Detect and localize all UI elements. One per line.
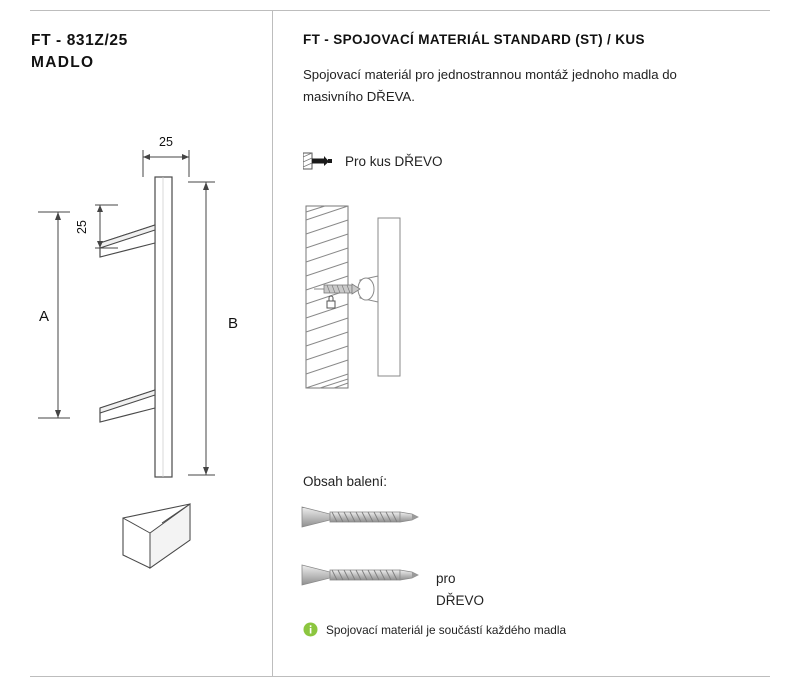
- wall-anchor-icon: [303, 152, 333, 170]
- left-column: [0, 10, 272, 677]
- product-code: FT - 831Z/25: [31, 32, 128, 49]
- pro-kus-label: Pro kus DŘEVO: [345, 153, 443, 169]
- note-text: Spojovací materiál je součástí každého madla: [326, 622, 566, 637]
- section-title: FT - SPOJOVACÍ MATERIÁL STANDARD (ST) / KUS: [303, 32, 645, 47]
- dim-a: A: [38, 308, 50, 325]
- info-icon: [303, 622, 318, 637]
- screw-usage-text: [436, 568, 484, 612]
- screw-usage-line1: pro: [436, 571, 456, 586]
- product-name: MADLO: [31, 54, 95, 71]
- dim-width-25: 25: [159, 135, 173, 149]
- mounting-diagram: [300, 200, 520, 400]
- note-row: [303, 622, 566, 637]
- pro-kus-row: [303, 152, 443, 170]
- right-column: [272, 10, 800, 677]
- dim-offset-25: 25: [75, 220, 89, 234]
- dim-b: B: [227, 315, 239, 332]
- screw-icon: [300, 558, 430, 592]
- screw-icon: [300, 500, 430, 534]
- screw-usage-line2: DŘEVO: [436, 593, 485, 608]
- handle-drawing-svg: [0, 10, 272, 677]
- handle-technical-drawing: [0, 10, 272, 677]
- section-description: Spojovací materiál pro jednostrannou montáž jednoho madla do masivního DŘEVA.: [303, 67, 677, 104]
- package-contents-label: Obsah balení:: [303, 474, 388, 489]
